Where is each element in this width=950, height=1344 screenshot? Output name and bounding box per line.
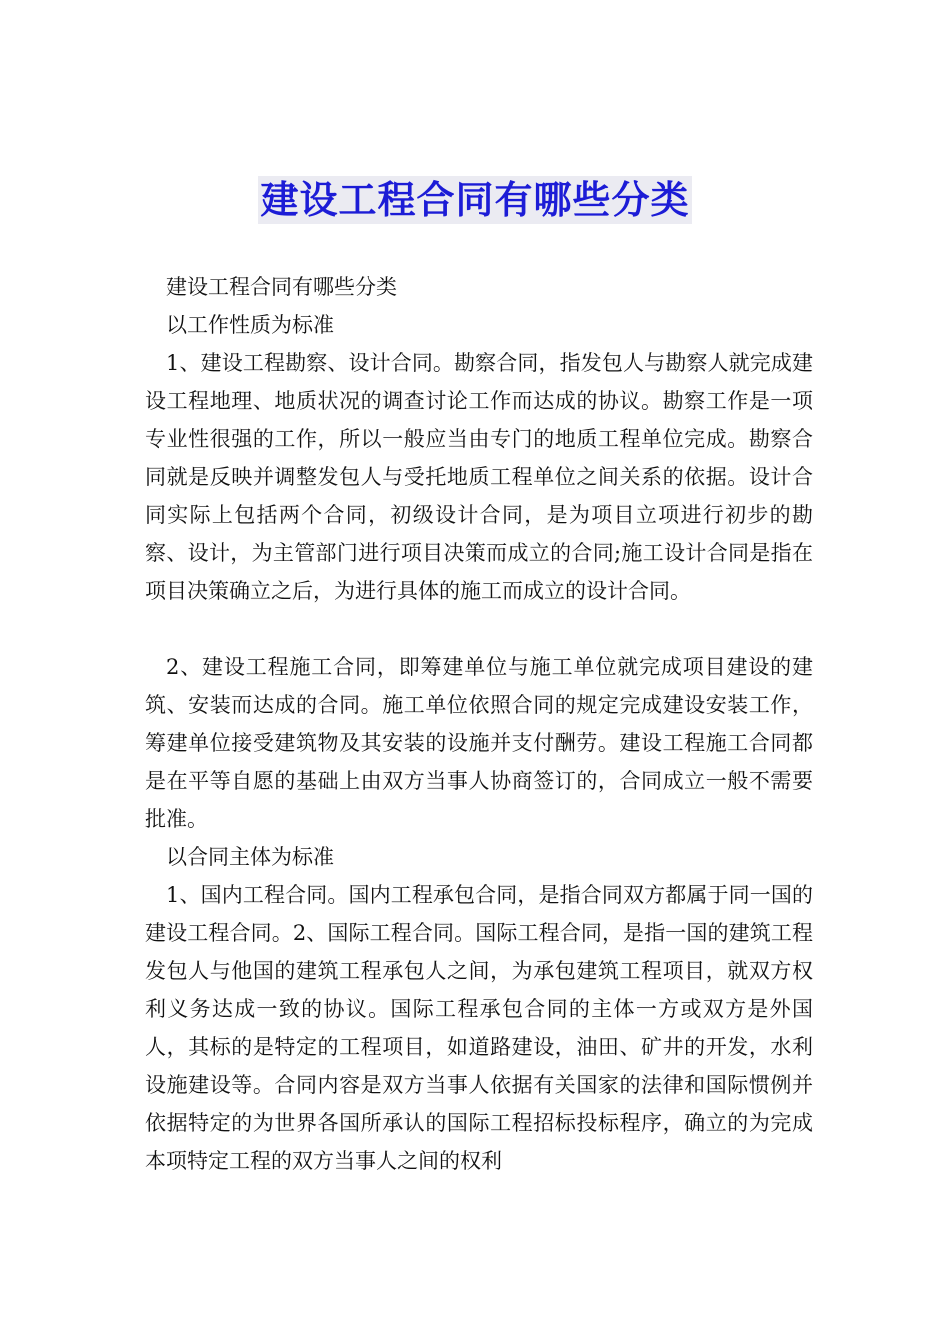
paragraph-heading-repeat: 建设工程合同有哪些分类 xyxy=(166,275,397,299)
document-body xyxy=(145,268,813,1180)
title-container xyxy=(0,176,950,224)
paragraph-survey-design-contract: 1、建设工程勘察、设计合同。勘察合同，指发包人与勘察人就完成建设工程地理、地质状况的调查讨论工作而达成的协议。勘察工作是一项专业性很强的工作，所以一般应当由专门的地质工程单位完成。勘察合同就是反映并调整发包人与受托地质工程单位之间关系的依据。设计合同实际上包括两个合同，初级设计合同，是为项目立项进行初步的勘察、设计，为主管部门进行项目决策而成立的合同;施工设计合同是指在项目决策确立之后，为进行具体的施工而成立的设计合同。 xyxy=(145,351,813,603)
section-heading-contract-subject: 以合同主体为标准 xyxy=(166,845,334,869)
document-title: 建设工程合同有哪些分类 xyxy=(260,178,690,222)
paragraph-domestic-international-contract: 1、国内工程合同。国内工程承包合同，是指合同双方都属于同一国的建设工程合同。2、国际工程合同。国际工程合同，是指一国的建筑工程发包人与他国的建筑工程承包人之间，为承包建筑工程项目，就双方权利义务达成一致的协议。国际工程承包合同的主体一方或双方是外国人，其标的是特定的工程项目，如道路建设，油田、矿井的开发，水利设施建设等。合同内容是双方当事人依据有关国家的法律和国际惯例并依据特定的为世界各国所承认的国际工程招标投标程序，确立的为完成本项特定工程的双方当事人之间的权利 xyxy=(145,883,813,1173)
paragraph-construction-contract: 2、建设工程施工合同，即筹建单位与施工单位就完成项目建设的建筑、安装而达成的合同。施工单位依照合同的规定完成建设安装工作，筹建单位接受建筑物及其安装的设施并支付酬劳。建设工程施工合同都是在平等自愿的基础上由双方当事人协商签订的，合同成立一般不需要批准。 xyxy=(145,655,813,831)
section-heading-work-nature: 以工作性质为标准 xyxy=(166,313,334,337)
